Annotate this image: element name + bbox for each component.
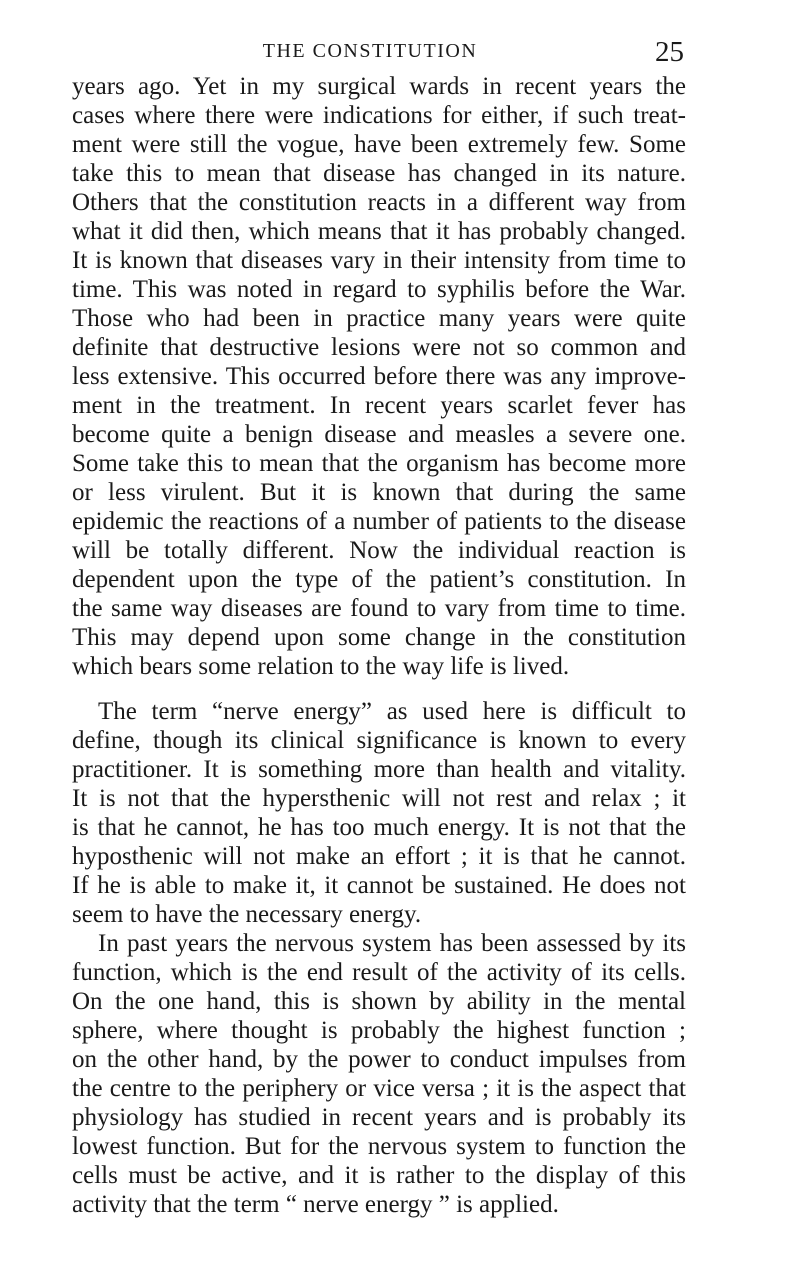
text-line: ment were still the vogue, have been extremely few. Some	[72, 131, 686, 158]
text-line: It is known that diseases vary in their intensity from time to	[72, 247, 686, 274]
text-line: time. This was noted in regard to syphilis before the War.	[72, 276, 686, 303]
text-line: or less virulent. But it is known that during the same	[72, 479, 686, 506]
text-line: physiology has studied in recent years and is probably its	[72, 1104, 686, 1131]
body-text	[72, 72, 686, 1219]
paragraph-gap	[72, 681, 686, 697]
text-line: the centre to the periphery or vice versa ; it is the aspect that	[72, 1075, 686, 1102]
text-line: what it did then, which means that it has probably changed.	[72, 218, 686, 245]
text-line: sphere, where thought is probably the highest function ;	[72, 1017, 686, 1044]
running-title: THE CONSTITUTION	[262, 40, 478, 62]
paragraph-2	[72, 697, 686, 929]
text-line: which bears some relation to the way life is lived.	[72, 653, 570, 680]
text-line: Some take this to mean that the organism has become more	[72, 450, 686, 477]
text-line: definite that destructive lesions were not so common and	[72, 334, 686, 361]
paragraph-3	[72, 929, 686, 1219]
text-line: Others that the constitution reacts in a different way from	[72, 189, 686, 216]
text-line: dependent upon the type of the patient’s constitution. In	[72, 566, 686, 593]
text-line: If he is able to make it, it cannot be sustained. He does not	[72, 872, 686, 899]
text-line: lowest function. But for the nervous system to function the	[72, 1133, 686, 1160]
text-line: practitioner. It is something more than health and vitality.	[72, 756, 686, 783]
text-line: This may depend upon some change in the constitution	[72, 624, 686, 651]
text-line: on the other hand, by the power to conduct impulses from	[72, 1046, 686, 1073]
text-line: less extensive. This occurred before there was any improve-	[72, 363, 686, 390]
text-line: become quite a benign disease and measles a severe one.	[72, 421, 686, 448]
text-line: cases where there were indications for either, if such treat-	[72, 102, 686, 129]
text-line: On the one hand, this is shown by ability in the mental	[72, 988, 686, 1015]
text-line: In past years the nervous system has been assessed by its	[98, 930, 686, 957]
text-line: will be totally different. Now the individual reaction is	[72, 537, 686, 564]
text-line: cells must be active, and it is rather to the display of this	[72, 1162, 686, 1189]
text-line: activity that the term “ nerve energy ” is applied.	[72, 1191, 559, 1218]
text-line: years ago. Yet in my surgical wards in recent years the	[72, 73, 686, 100]
text-line: define, though its clinical significance is known to every	[72, 727, 686, 754]
text-line: hyposthenic will not make an effort ; it is that he cannot.	[72, 843, 686, 870]
running-head	[0, 36, 800, 66]
text-line: Those who had been in practice many years were quite	[72, 305, 686, 332]
paragraph-1	[72, 72, 686, 681]
text-line: the same way diseases are found to vary from time to time.	[72, 595, 686, 622]
text-line: The term “nerve energy” as used here is difficult to	[98, 698, 686, 725]
text-line: seem to have the necessary energy.	[72, 901, 422, 928]
text-line: ment in the treatment. In recent years scarlet fever has	[72, 392, 686, 419]
text-line: take this to mean that disease has changed in its nature.	[72, 160, 686, 187]
text-line: is that he cannot, he has too much energy. It is not that the	[72, 814, 686, 841]
page-number: 25	[655, 36, 684, 68]
text-line: It is not that the hypersthenic will not rest and relax ; it	[72, 785, 686, 812]
text-line: epidemic the reactions of a number of patients to the disease	[72, 508, 686, 535]
text-line: function, which is the end result of the activity of its cells.	[72, 959, 686, 986]
